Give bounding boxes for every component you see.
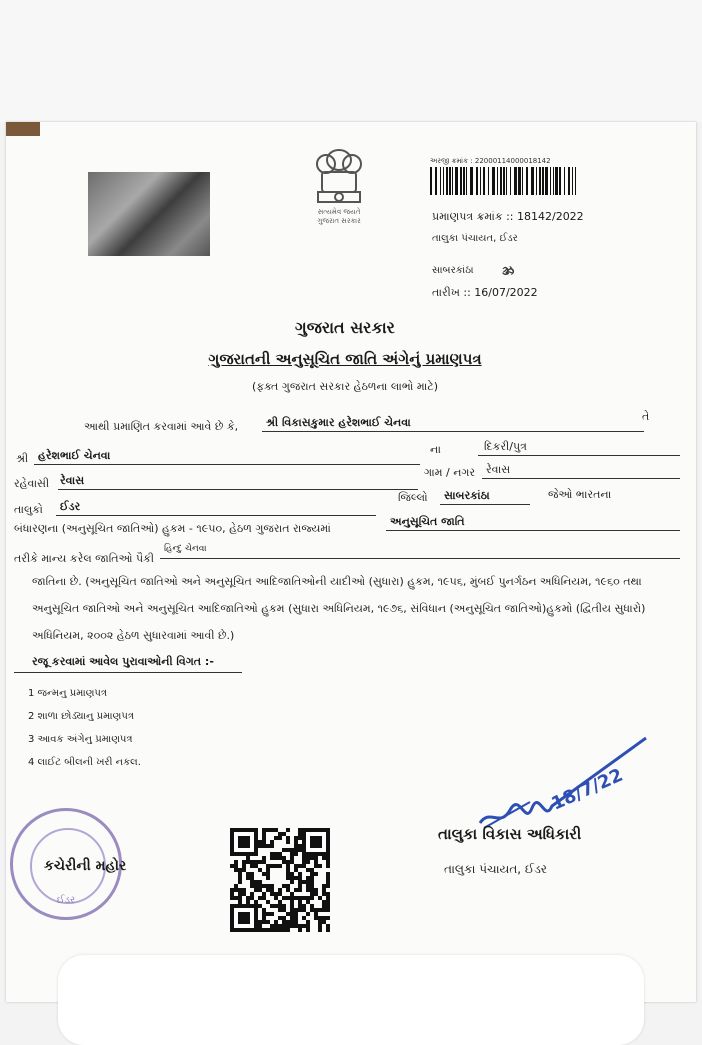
village-line [482, 478, 680, 479]
office-seal-label: કચેરીની મહોર [44, 858, 127, 874]
relation-value: દિકરી/પુત્ર [484, 440, 527, 453]
officer-office: તાલુકા પંચાયત, ઈડર [444, 862, 547, 876]
application-number: અરજી ક્રમાંક : 22000114000018142 [430, 157, 551, 165]
district-value: સાબરકાંઠા [444, 489, 490, 502]
caste-category-line [386, 530, 680, 531]
caste-name: હિન્દુ ચેનવા [164, 544, 207, 554]
relation-line [478, 455, 680, 456]
list-item: 1 જન્મનુ પ્રમાણપત્ર [28, 688, 108, 699]
top-blank-area [0, 0, 702, 122]
te-label: તે [642, 410, 650, 423]
barcode [430, 167, 576, 195]
office-seal: ઈડર [10, 808, 122, 920]
applicant-photo [88, 172, 210, 256]
caste-category: અનુસૂચિત જાતિ [390, 515, 465, 528]
issuing-office: તાલુકા પંચાયત, ઈડર [432, 233, 518, 244]
documents-heading: રજૂ કરવામાં આવેલ પુરાવાઓની વિગત :- [32, 655, 214, 668]
recognized-text: તરીકે માન્ય કરેલ જાતિઓ પૈકી [14, 552, 155, 565]
list-item: 2 શાળા છોડ્યાનુ પ્રમાણપત્ર [28, 711, 134, 722]
taluka-label: તાલુકો [14, 503, 43, 516]
officer-title: તાલુકા વિકાસ અધિકારી [438, 825, 582, 843]
holder-name: શ્રી વિકાસકુમાર હરેશભાઈ ચેનવા [266, 416, 411, 429]
issue-date: તારીખ :: 16/07/2022 [432, 286, 538, 299]
emblem-caption: સત્યમેવ જયતે ગુજરાત સરકાર [317, 208, 361, 225]
father-name: હરેશભાઈ ચેનવા [38, 449, 111, 462]
district-header: સાબરકાંઠા [432, 265, 474, 276]
bottom-sheet [58, 955, 644, 1045]
qr-code [230, 828, 330, 932]
shri-label: શ્રી [16, 452, 29, 465]
village-label: ગામ / નગર [424, 466, 476, 479]
documents-heading-underline [14, 672, 242, 673]
svg-text:18/7/22: 18/7/22 [548, 764, 627, 815]
certificate-subtitle: (ફક્ત ગુજરાત સરકાર હેઠળના લાભો માટે) [251, 380, 439, 393]
taluka-line [56, 515, 376, 516]
indian-text: જેઓ ભારતના [548, 488, 612, 501]
district-label: જિલ્લો [398, 491, 428, 504]
certify-prefix: આથી પ્રમાણિત કરવામાં આવે છે કે, [84, 420, 239, 433]
resident-label: રહેવાસી [14, 477, 50, 490]
village-value: રેવાસ [486, 463, 511, 476]
list-item: 3 આવક અંગેનુ પ્રમાણપત્ર [28, 734, 133, 745]
government-title: ગુજરાત સરકાર [295, 318, 395, 337]
page-edge-shadow [6, 122, 40, 136]
list-item: 4 લાઈટ બીલની ખરી નકલ. [28, 757, 141, 768]
father-name-line [34, 464, 420, 465]
holder-name-line [262, 431, 644, 432]
taluka-value: ઈડર [60, 500, 81, 513]
signature [470, 728, 660, 838]
handwritten-initial: ઝ્રૂ [501, 263, 516, 280]
caste-name-line [160, 558, 680, 559]
na-label: ના [430, 443, 441, 456]
certificate-title: ગુજરાતની અનુસૂચિત જાતિ અંગેનું પ્રમાણપત્ર [208, 350, 482, 368]
resident-line [58, 489, 418, 490]
district-line [440, 504, 530, 505]
documents-list [28, 688, 141, 780]
legal-reference-paragraph: જાતિના છે. (અનુસૂચિત જાતિઓ અને અનુસૂચિત આદિજાતિઓની યાદીઓ (સુધારા) હુકમ, ૧૯૫૬, મુંબઈ પુનર્ગઠન અધિનિયમ, ૧૯૬૦ તથા અનુસૂચિત જાતિઓ અને અનુસૂચિત આદિજાતિઓ હુકમ (સુધારા અધિનિયમ, ૧૯૭૬, સંવિધાન (અનુસૂચિત જાતિઓ)હુકમો (દ્વિતીય સુધારો) અધિનિયમ, ૨૦૦૨ હેઠળ સુધારવામાં આવી છે.) [32, 575, 646, 642]
constitution-text: બંધારણના (અનુસૂચિત જાતિઓ) હુકમ - ૧૯૫૦, હેઠળ ગુજરાત રાજ્યમાં [14, 522, 331, 535]
resident-value: રેવાસ [60, 474, 85, 487]
certificate-number: પ્રમાણપત્ર ક્રમાંક :: 18142/2022 [432, 210, 584, 223]
